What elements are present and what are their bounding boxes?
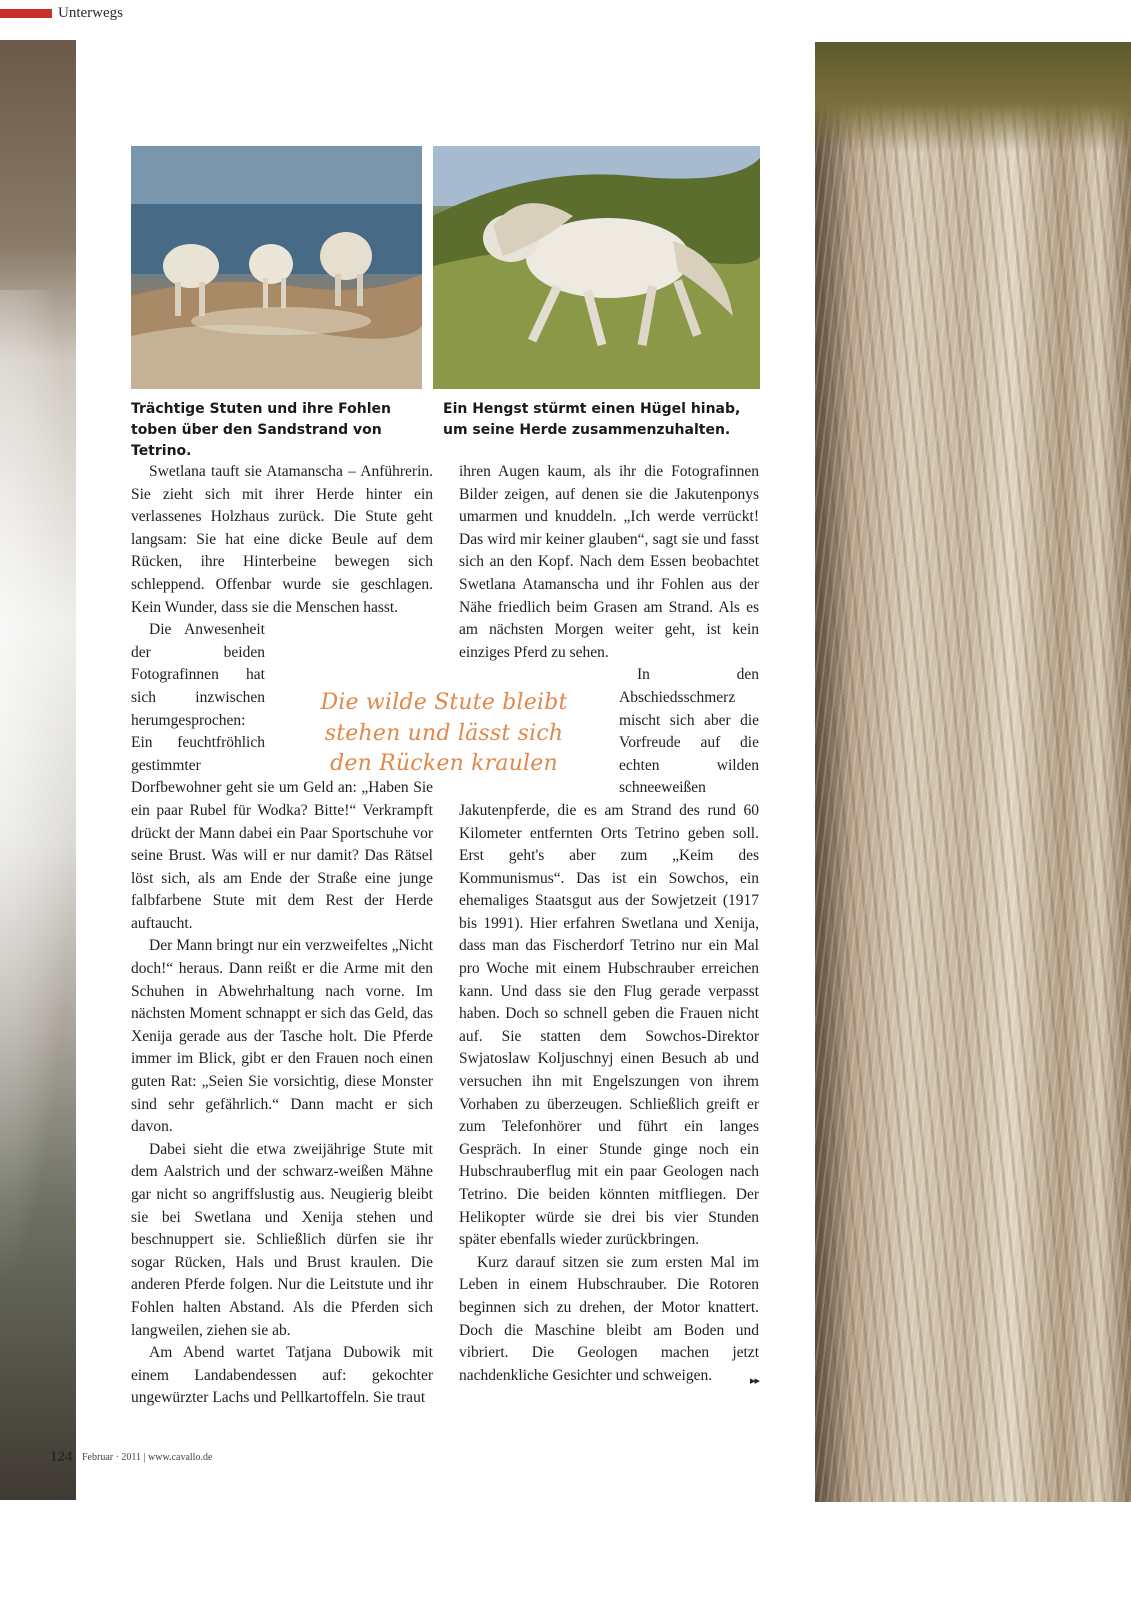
section-label: Unterwegs bbox=[58, 5, 123, 21]
article-paragraph: In den Abschiedsschmerz mischt sich aber die Vorfreude auf die echten wilden schneeweißen Jakutenpferde, die es am Strand des rund 60 Kilometer entfernten Orts Tetrino geben soll. Erst geht's aber zum „Keim des Kommunismus“. Das ist ein Sowchos, ein ehemaliges Staatsgut aus der Sowjetzeit (1917 bis 1991). Hier erfahren Swetlana und Xenija, dass man das Fischerdorf Tetrino nur ein Mal pro Woche mit einem Hubschrauber erreichen kann. Und dass sie den Flug gerade verpasst haben. Doch so schnell geben die Frauen nicht auf. Sie statten dem Sowchos-Direktor Swjatoslaw Koljuschnyj einen Besuch ab und versuchen ihn mit Engelszungen von ihrem Vorhaben zu überzeugen. Schließlich greift er zum Telefonhörer und führt ein langes Gespräch. In einer Stunde ginge noch ein Hubschrauberflug mit ein paar Geologen nach Tetrino. Die beiden könnten mitfliegen. Der Helikopter würde sie drei bis vier Stunden später ebenfalls wieder zurückbringen. bbox=[459, 666, 759, 1249]
photo-caption-1: Trächtige Stuten und ihre Fohlen toben über den Sandstrand von Tetrino. bbox=[131, 401, 391, 459]
article-paragraph: Swetlana tauft sie Atamanscha – Anführerin. Sie zieht sich mit ihrer Herde hinter ein verlassenes Holzhaus zurück. Die Stute geht langsam: Sie hat eine dicke Beule auf dem Rücken, ihre Hinterbeine bewegen sich schleppend. Offenbar wurde sie geschlagen. Kein Wunder, dass sie die Menschen hasst. bbox=[131, 463, 433, 616]
photo-mares-on-beach bbox=[131, 146, 422, 389]
page-number: 124 bbox=[50, 1449, 73, 1465]
section-color-bar bbox=[0, 9, 52, 18]
photo-stallion-on-hill bbox=[433, 146, 760, 389]
article-paragraph: ihren Augen kaum, als ihr die Fotografinnen Bilder zeigen, auf denen sie die Jakutenponys umarmen und knuddeln. „Ich werde verrückt! Das wird mir keiner glauben“, sagt sie und fasst sich an den Kopf. Nach dem Essen beobachtet Swetlana Atamanscha und ihr Fohlen aus der Nähe friedlich beim Grasen am Strand. Als es am nächsten Morgen weiter geht, ist kein einziges Pferd zu sehen. bbox=[459, 463, 759, 661]
continue-arrow-icon: ▸▸ bbox=[749, 1374, 759, 1387]
article-paragraph-text: Kurz darauf sitzen sie zum ersten Mal im Leben in einem Hubschrauber. Die Rotoren beginnen sich zu drehen, der Motor knattert. Doch die Maschine bleibt am Boden und vibriert. Die Geologen machen jetzt nachdenkliche Gesichter und schweigen. bbox=[459, 1253, 759, 1384]
article-column-left bbox=[131, 461, 433, 1410]
article-paragraph: Die Anwesenheit der beiden Fotografinnen hat sich inzwischen herumgesprochen: Ein feuchtfröhlich gestimmter Dorfbewohner geht sie um Geld an: „Haben Sie ein paar Rubel für Wodka? Bitte!“ Verkrampft drückt der Mann dabei ein Paar Sportschuhe vor seine Brust. Was will er nur damit? Das Rätsel löst sich, als am Ende der Straße eine junge falbfarbene Stute mit dem Rest der Herde auftaucht. bbox=[131, 621, 433, 932]
left-edge-photo bbox=[0, 40, 76, 1500]
footer-issue-url: Februar · 2011 | www.cavallo.de bbox=[82, 1452, 213, 1463]
article-paragraph bbox=[459, 1252, 759, 1388]
pull-quote: Die wilde Stute bleibt stehen und lässt sich den Rücken kraulen bbox=[320, 690, 568, 776]
article-paragraph: Dabei sieht die etwa zweijährige Stute mit dem Aalstrich und der schwarz-weißen Mähne gar nicht so angriffslustig aus. Neugierig bleibt sie bei Swetlana und Xenija stehen und beschnuppert sie. Schließlich dürfen sie ihr sogar Rücken, Hals und Brust kraulen. Die anderen Pferde folgen. Nur die Leitstute und ihr Fohlen halten Abstand. Als die Pferden sich langweilen, ziehen sie ab. bbox=[131, 1140, 433, 1339]
photo-1-illustration bbox=[131, 146, 422, 389]
horse-mane-photo bbox=[815, 42, 1131, 1502]
photo-2-illustration bbox=[433, 146, 760, 389]
photo-caption-2: Ein Hengst stürmt einen Hügel hinab, um seine Herde zusammenzuhalten. bbox=[443, 401, 741, 438]
article-column-right bbox=[459, 461, 759, 1392]
article-paragraph: Am Abend wartet Tatjana Dubowik mit einem Landabendessen auf: gekochter ungewürzter Lachs und Pellkartoffeln. Sie traut bbox=[131, 1344, 433, 1407]
article-paragraph: Der Mann bringt nur ein verzweifeltes „Nicht doch!“ heraus. Dann reißt er die Arme mit den Schuhen in Abwehrhaltung nach vorne. Im nächsten Moment schnappt er sich das Geld, das Xenija gerade aus der Tasche holt. Die Pferde immer im Blick, gibt er den Frauen noch einen guten Rat: „Seien Sie vorsichtig, diese Monster sind sehr gefährlich.“ Dann macht er sich davon. bbox=[131, 937, 433, 1136]
